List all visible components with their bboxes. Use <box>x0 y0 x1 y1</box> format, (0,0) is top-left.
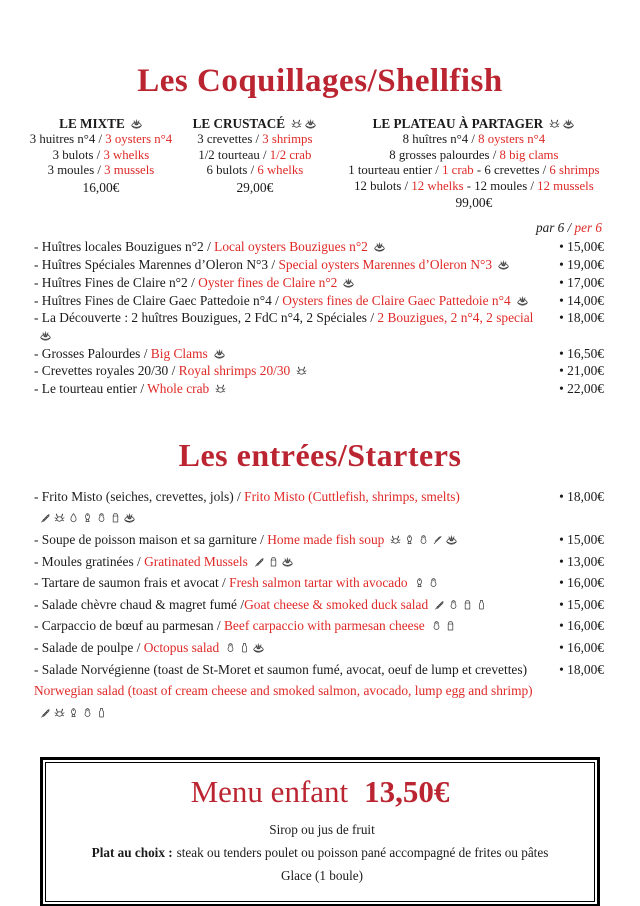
shell-icon <box>281 551 294 573</box>
shell-icon <box>130 116 143 131</box>
shell-icon <box>497 256 510 274</box>
allergen-icons <box>496 257 510 272</box>
price-bullet: • <box>559 292 568 308</box>
price-bullet: • <box>559 531 568 547</box>
platter-column <box>178 116 332 210</box>
allergen-icons <box>372 239 386 254</box>
shell-icon <box>39 327 52 345</box>
platter-name: LE CRUSTACÉ <box>192 116 286 131</box>
segment-fr: - 6 crevettes / <box>476 163 550 178</box>
milk-icon <box>444 615 457 637</box>
shell-icon <box>252 637 265 659</box>
menu-item-row <box>34 238 604 256</box>
price-bullet: • <box>559 363 568 379</box>
menu-item-row <box>34 380 604 398</box>
starters-title: Les entrées/Starters <box>178 436 462 473</box>
item-price <box>559 345 604 363</box>
platter-lines <box>332 132 616 194</box>
price-value: 18,00€ <box>567 310 604 326</box>
platter-line-segment <box>53 148 150 162</box>
platter-line-segment <box>198 148 311 162</box>
segment-fr: 1 tourteau entier / <box>348 163 443 178</box>
segment-fr: 3 bulots / <box>52 147 104 162</box>
platter-line <box>178 163 332 178</box>
norwegian-salad-translation <box>0 680 640 723</box>
platter-line-segment <box>197 132 312 146</box>
shell-icon <box>373 238 386 256</box>
allergen-icons <box>515 293 529 308</box>
segment-fr: 3 crevettes / <box>197 132 263 147</box>
item-text-fr: - Huîtres Spéciales Marennes d’Oleron N°3 / <box>34 257 279 273</box>
platter-line <box>24 163 178 178</box>
item-text <box>34 572 440 594</box>
platter-header <box>178 116 332 131</box>
kids-line-text: steak ou tenders poulet ou poisson pané accompagné de frites ou pâtes <box>176 845 549 861</box>
crab-icon <box>290 116 303 131</box>
menu-item-row <box>34 572 604 594</box>
item-price <box>559 238 604 256</box>
crab-icon <box>53 702 66 724</box>
platter-line-segment <box>467 179 594 193</box>
item-text <box>34 551 294 573</box>
item-text-fr: - Grosses Palourdes / <box>34 345 151 361</box>
menu-item-row <box>34 256 604 274</box>
item-price <box>559 637 604 659</box>
milk-icon <box>109 507 122 529</box>
price-value: 16,00€ <box>567 618 604 634</box>
price-value: 17,00€ <box>567 274 604 290</box>
menu-item-row <box>34 615 604 637</box>
crab-icon <box>548 116 561 131</box>
platter-price: 99,00€ <box>455 195 493 211</box>
item-price <box>559 529 604 551</box>
price-bullet: • <box>559 239 568 255</box>
allergen-icons <box>223 640 265 655</box>
menu-item-row <box>34 659 604 681</box>
bottle-icon <box>475 594 488 616</box>
segment-fr: 3 huitres n°4 / <box>29 132 106 147</box>
menu-item-row <box>34 274 604 292</box>
platter-lines <box>178 132 332 178</box>
kids-menu-title <box>54 773 586 811</box>
price-value: 18,00€ <box>567 661 604 677</box>
shellfish-section <box>0 62 640 398</box>
item-text-en: Local oysters Bouzigues n°2 <box>214 239 368 255</box>
price-value: 19,00€ <box>567 257 604 273</box>
platter-price: 29,00€ <box>236 179 274 195</box>
item-text <box>34 292 529 310</box>
platter-line <box>178 148 332 163</box>
menu-item-row <box>34 551 604 573</box>
item-text-fr: - Huîtres locales Bouzigues n°2 / <box>34 239 215 255</box>
item-text-fr: - Salade Norvégienne (toast de St-Moret et saumon fumé, avocat, oeuf de lump et crevettes) <box>34 661 528 677</box>
shell-icon <box>445 529 458 551</box>
price-bullet: • <box>559 596 568 612</box>
shell-icon <box>342 274 355 292</box>
item-text-fr: - Le tourteau entier / <box>34 381 148 397</box>
wheat-icon <box>39 507 52 529</box>
item-text-fr: - Huîtres Fines de Claire n°2 / <box>34 274 199 290</box>
platter-line-segment <box>30 132 172 146</box>
price-value: 16,00€ <box>567 575 604 591</box>
segment-fr: 1/2 tourteau / <box>198 147 270 162</box>
price-bullet: • <box>559 575 568 591</box>
platter-line <box>332 148 616 163</box>
kids-menu-line <box>54 818 586 841</box>
platter-price: 16,00€ <box>82 179 120 195</box>
item-price <box>559 572 604 594</box>
platter-line-segment <box>354 179 464 193</box>
item-text <box>34 594 488 616</box>
kids-menu-inner <box>45 762 595 902</box>
item-text-en: Norwegian salad (toast of cream cheese and smoked salmon, avocado, lump egg and shrimp) <box>34 683 533 699</box>
price-bullet: • <box>559 553 568 569</box>
item-price <box>559 309 604 327</box>
kids-menu-price: 13,50€ <box>364 774 450 810</box>
platter-header-icons <box>129 116 143 131</box>
shell-icon <box>213 345 226 363</box>
segment-en: 6 whelks <box>257 163 304 178</box>
shell-icon <box>304 116 317 131</box>
kids-menu-line <box>54 864 586 887</box>
segment-en: 3 oysters n°4 <box>105 132 173 147</box>
platter-line-segment <box>348 163 473 177</box>
item-text-en: Special oysters Marennes d’Oleron N°3 <box>278 257 493 273</box>
item-text-fr: - Soupe de poisson maison et sa garniture / <box>34 531 268 547</box>
item-text-en: Goat cheese & smoked duck salad <box>244 596 429 612</box>
platter-name: LE MIXTE <box>59 116 125 131</box>
platters-row <box>0 116 640 210</box>
wheat-icon <box>253 551 266 573</box>
segment-fr: 8 grosses palourdes / <box>389 147 500 162</box>
item-price <box>559 362 604 380</box>
segment-en: 1 crab <box>442 163 474 178</box>
item-text <box>34 637 265 659</box>
per-unit-en: per 6 <box>574 220 602 236</box>
platter-column <box>24 116 178 210</box>
price-bullet: • <box>559 488 568 504</box>
platter-line-segment <box>477 163 600 177</box>
peanut-icon <box>430 615 443 637</box>
segment-en: 12 whelks <box>411 178 464 193</box>
item-text-en: Gratinated Mussels <box>144 553 248 569</box>
allergen-icons <box>429 618 457 633</box>
item-text-fr: - Tartare de saumon frais et avocat / <box>34 575 230 591</box>
item-text-en: Royal shrimps 20/30 <box>178 363 291 379</box>
segment-en: 3 shrimps <box>262 132 313 147</box>
platter-header-icons <box>547 116 575 131</box>
item-text-fr: - Crevettes royales 20/30 / <box>34 363 179 379</box>
item-text-en: Octopus salad <box>143 639 220 655</box>
segment-fr: 12 bulots / <box>354 178 412 193</box>
bottle-icon <box>238 637 251 659</box>
price-bullet: • <box>559 618 568 634</box>
platter-column <box>332 116 616 210</box>
item-text-fr: - Huîtres Fines de Claire Gaec Pattedoie n°4 / <box>34 292 283 308</box>
platter-header <box>24 116 178 131</box>
menu-item-row <box>34 345 604 363</box>
platter-name: LE PLATEAU À PARTAGER <box>372 116 544 131</box>
shell-icon <box>123 507 136 529</box>
item-price <box>559 659 604 681</box>
shellfish-title: Les Coquillages/Shellfish <box>137 63 503 99</box>
platter-lines <box>24 132 178 178</box>
item-text <box>34 615 457 637</box>
segment-fr: 3 moules / <box>47 163 105 178</box>
item-price <box>559 292 604 310</box>
segment-en: 3 mussels <box>104 163 155 178</box>
starters-section <box>0 436 640 724</box>
segment-fr: 6 bulots / <box>206 163 258 178</box>
platter-header <box>332 116 616 131</box>
segment-fr: - 12 moules / <box>466 178 538 193</box>
item-text-fr: - Carpaccio de bœuf au parmesan / <box>34 618 224 634</box>
item-text-en: Oysters fines de Claire Gaec Pattedoie n°4 <box>282 292 511 308</box>
allergen-icons <box>432 597 488 612</box>
item-text <box>34 274 355 292</box>
menu-item-row <box>34 637 604 659</box>
segment-en: 12 mussels <box>537 178 594 193</box>
fish-icon <box>403 529 416 551</box>
segment-en: 6 shrimps <box>549 163 600 178</box>
price-value: 15,00€ <box>567 596 604 612</box>
platter-line-segment <box>48 163 155 177</box>
segment-fr: 8 huîtres n°4 / <box>402 132 479 147</box>
kids-line-text: Glace (1 boule) <box>280 868 364 884</box>
menu-item-row <box>34 292 604 310</box>
platter-line <box>24 148 178 163</box>
segment-en: 8 oysters n°4 <box>478 132 546 147</box>
allergen-icons <box>412 575 440 590</box>
item-text-fr: - La Découverte : 2 huîtres Bouzigues, 2 FdC n°4, 2 Spéciales / <box>34 310 378 326</box>
price-value: 16,50€ <box>567 345 604 361</box>
platter-line <box>332 163 616 178</box>
item-price <box>559 274 604 292</box>
allergen-icons <box>38 328 52 343</box>
item-text-en: Beef carpaccio with parmesan cheese <box>224 618 425 634</box>
starters-list <box>0 486 640 659</box>
price-value: 14,00€ <box>567 292 604 308</box>
item-price <box>559 256 604 274</box>
kids-menu-lines <box>54 818 586 887</box>
item-text <box>34 238 386 256</box>
item-text <box>34 362 308 380</box>
crab-icon <box>214 380 227 398</box>
platter-header-icons <box>289 116 317 131</box>
menu-item-row <box>34 529 604 551</box>
item-text-fr: - Moules gratinées / <box>34 553 145 569</box>
item-text <box>34 309 549 344</box>
peanut-icon <box>447 594 460 616</box>
price-value: 16,00€ <box>567 639 604 655</box>
item-text-en: Oyster fines de Claire n°2 <box>198 274 338 290</box>
item-text-fr: - Salade chèvre chaud & magret fumé / <box>34 596 245 612</box>
price-value: 15,00€ <box>567 239 604 255</box>
milk-icon <box>461 594 474 616</box>
item-text-en: Frito Misto (Cuttlefish, shrimps, smelts) <box>244 488 460 504</box>
wheat-icon <box>39 702 52 724</box>
kids-line-text: Sirop ou jus de fruit <box>269 822 375 838</box>
bottle-icon <box>95 702 108 724</box>
platter-line-segment <box>207 163 304 177</box>
platter-line-segment <box>403 132 545 146</box>
allergen-icons <box>213 381 227 396</box>
milk-icon <box>267 551 280 573</box>
price-bullet: • <box>559 639 568 655</box>
wheat-icon <box>433 594 446 616</box>
menu-item-row <box>34 362 604 380</box>
price-value: 21,00€ <box>567 363 604 379</box>
item-price <box>559 551 604 573</box>
platter-line-segment <box>389 148 558 162</box>
price-bullet: • <box>559 310 568 326</box>
price-value: 15,00€ <box>567 531 604 547</box>
crab-icon <box>295 362 308 380</box>
kids-menu-line <box>54 841 586 864</box>
fish-icon <box>81 507 94 529</box>
item-text-en: Big Clams <box>150 345 208 361</box>
peanut-icon <box>417 529 430 551</box>
price-value: 18,00€ <box>567 488 604 504</box>
item-text <box>34 486 549 529</box>
price-value: 13,00€ <box>567 553 604 569</box>
shellfish-list <box>0 238 640 397</box>
price-value: 22,00€ <box>567 381 604 397</box>
allergen-icons <box>38 510 136 525</box>
allergen-icons <box>212 346 226 361</box>
norwegian-salad-item <box>0 659 640 681</box>
item-text-en: Home made fish soup <box>267 531 385 547</box>
segment-en: 3 whelks <box>103 147 150 162</box>
fish-icon <box>67 702 80 724</box>
platter-line <box>24 132 178 147</box>
per-unit-fr: par 6 / <box>536 220 575 236</box>
fish-icon <box>413 572 426 594</box>
platter-line <box>332 179 616 194</box>
allergen-icons <box>341 275 355 290</box>
egg-icon <box>67 507 80 529</box>
kids-line-bold: Plat au choix : <box>91 845 173 861</box>
kids-menu-box <box>40 757 600 906</box>
item-price <box>559 615 604 637</box>
allergen-icons <box>252 554 294 569</box>
price-bullet: • <box>559 274 568 290</box>
item-text <box>34 256 510 274</box>
platter-line <box>332 132 616 147</box>
crab-icon <box>389 529 402 551</box>
shell-icon <box>516 292 529 310</box>
allergen-icons <box>38 705 108 720</box>
item-text-en: 2 Bouzigues, 2 n°4, 2 special <box>377 310 534 326</box>
menu-item-row <box>34 309 604 344</box>
price-bullet: • <box>559 257 568 273</box>
item-text <box>34 380 227 398</box>
item-text <box>34 345 226 363</box>
peanut-icon <box>427 572 440 594</box>
item-text <box>34 529 458 551</box>
segment-en: 8 big clams <box>499 147 559 162</box>
platter-line <box>178 132 332 147</box>
segment-en: 1/2 crab <box>269 147 312 162</box>
menu-item-row <box>34 594 604 616</box>
price-bullet: • <box>559 345 568 361</box>
item-text-fr: - Salade de poulpe / <box>34 639 144 655</box>
price-bullet: • <box>559 661 568 677</box>
per-unit-note <box>0 220 602 236</box>
item-text-fr: - Frito Misto (seiches, crevettes, jols) / <box>34 488 245 504</box>
allergen-icons <box>294 363 308 378</box>
item-text-en: Fresh salmon tartar with avocado <box>229 575 408 591</box>
item-price <box>559 594 604 616</box>
item-price <box>559 486 604 508</box>
crab-icon <box>53 507 66 529</box>
allergen-icons <box>388 532 458 547</box>
peanut-icon <box>81 702 94 724</box>
shell-icon <box>562 116 575 131</box>
menu-item-row <box>34 486 604 529</box>
peanut-icon <box>224 637 237 659</box>
item-price <box>559 380 604 398</box>
kids-menu-name: Menu enfant <box>190 774 349 810</box>
price-bullet: • <box>559 381 568 397</box>
peanut-icon <box>95 507 108 529</box>
item-text-en: Whole crab <box>147 381 210 397</box>
celery-icon <box>431 529 444 551</box>
